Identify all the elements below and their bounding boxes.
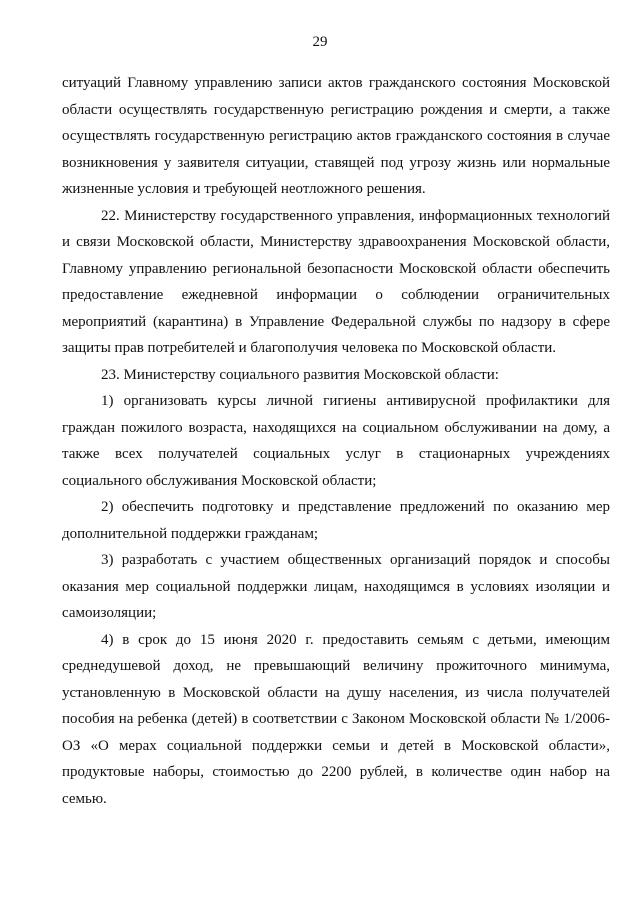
paragraph-item-23: 23. Министерству социального развития Московской области:: [101, 366, 499, 383]
paragraph-subitem-3: 3) разработать с участием общественных организаций порядок и способы оказания мер социальной поддержки лицам, находящимся в условиях изоляции и самоизоляции;: [62, 552, 610, 621]
page-number: 29: [312, 34, 328, 50]
paragraph-subitem-4: 4) в срок до 15 июня 2020 г. предоставить семьям с детьми, имеющим среднедушевой доход, не превышающий величину прожиточного минимума, установленную в Московской области на душу населения, из числа получателей пособия на ребенка (детей) в соответствии с Законом Московской области № 1/2006-ОЗ «О мерах социальной поддержки семьи и детей в Московской области», продуктовые наборы, стоимостью до 2200 рублей, в количестве один набор на семью.: [62, 631, 610, 807]
document-body: [62, 70, 610, 812]
paragraph-continuation: ситуаций Главному управлению записи актов гражданского состояния Московской области осуществлять государственную регистрацию рождения и смерти, а также осуществлять государственную регистрацию актов гражданского состояния в случае возникновения у заявителя ситуации, ставящей под угрозу жизнь или нормальные жизненные условия и требующей неотложного решения.: [62, 75, 610, 197]
paragraph-item-22: 22. Министерству государственного управления, информационных технологий и связи Московской области, Министерству здравоохранения Московской области, Главному управлению региональной безопасности Московской области обеспечить предоставление ежедневной информации о соблюдении ограничительных мероприятий (карантина) в Управление Федеральной службы по надзору в сфере защиты прав потребителей и благополучия человека по Московской области.: [62, 207, 610, 356]
paragraph-subitem-2: 2) обеспечить подготовку и представление предложений по оказанию мер дополнительной поддержки гражданам;: [62, 499, 610, 542]
paragraph-subitem-1: 1) организовать курсы личной гигиены антивирусной профилактики для граждан пожилого возраста, находящихся на социальном обслуживании на дому, а также всех получателей социальных услуг в стационарных учреждениях социального обслуживания Московской области;: [62, 393, 610, 489]
